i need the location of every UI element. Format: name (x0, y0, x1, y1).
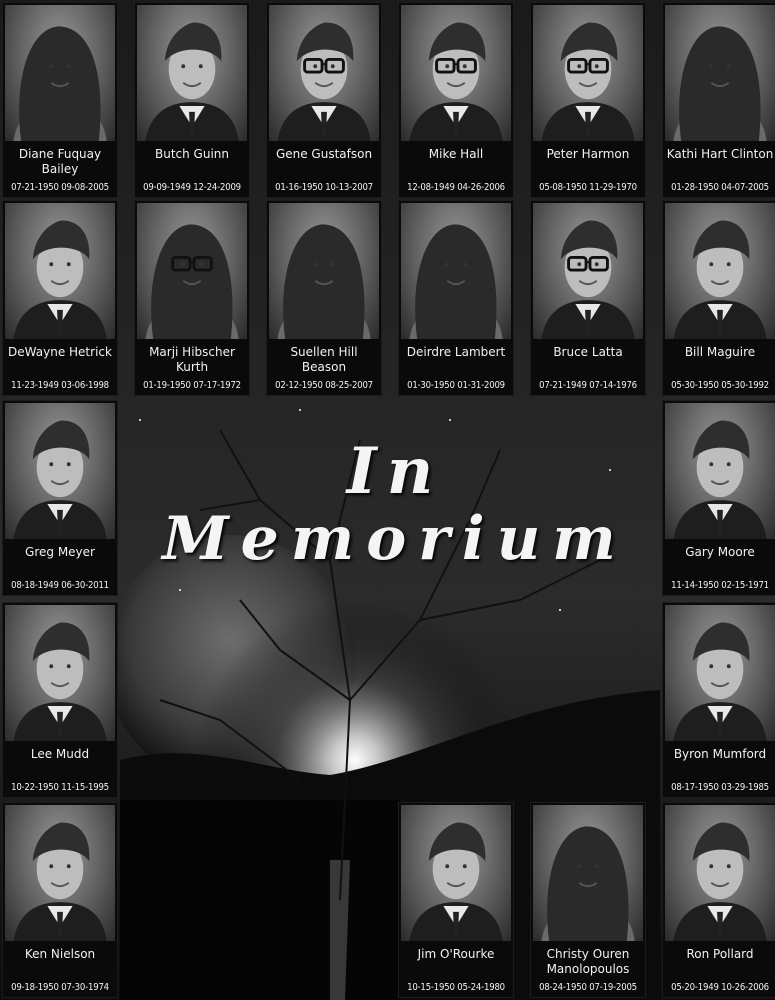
portrait-photo (665, 5, 775, 141)
memorial-card (2, 602, 118, 798)
memorial-card (398, 2, 514, 198)
life-dates: 01-28-1950 04-07-2005 (671, 182, 769, 193)
person-name: Gene Gustafson (275, 147, 373, 161)
portrait-photo (5, 5, 115, 141)
memorial-card (134, 200, 250, 396)
memorial-card (662, 2, 775, 198)
title (160, 434, 630, 574)
portrait-photo (269, 5, 379, 141)
portrait-photo (401, 5, 511, 141)
life-dates: 12-08-1949 04-26-2006 (407, 182, 505, 193)
memorial-card (266, 200, 382, 396)
memorial-card (266, 2, 382, 198)
person-name: Marji Hibscher Kurth (149, 345, 235, 374)
life-dates: 07-21-1950 09-08-2005 (11, 182, 109, 193)
life-dates: 01-30-1950 01-31-2009 (407, 380, 505, 391)
life-dates: 07-21-1949 07-14-1976 (539, 380, 637, 391)
memorial-card (2, 400, 118, 596)
portrait-photo (5, 203, 115, 339)
portrait-photo (665, 805, 775, 941)
memorial-card (2, 2, 118, 198)
memorial-card (398, 802, 514, 998)
life-dates: 05-20-1949 10-26-2006 (671, 982, 769, 993)
life-dates: 11-14-1950 02-15-1971 (671, 580, 769, 591)
life-dates: 01-16-1950 10-13-2007 (275, 182, 373, 193)
person-name: Christy Ouren Manolopoulos (546, 947, 630, 976)
life-dates: 09-09-1949 12-24-2009 (143, 182, 241, 193)
portrait-photo (137, 203, 247, 339)
person-name: Kathi Hart Clinton (666, 147, 774, 161)
portrait-photo (5, 605, 115, 741)
person-name: Deirdre Lambert (406, 345, 506, 359)
portrait-photo (5, 805, 115, 941)
person-name: Butch Guinn (154, 147, 229, 161)
memorial-card (662, 802, 775, 998)
memorial-card (398, 200, 514, 396)
portrait-photo (533, 203, 643, 339)
person-name: Peter Harmon (546, 147, 630, 161)
memorial-card (530, 802, 646, 998)
portrait-photo (533, 805, 643, 941)
life-dates: 05-30-1950 05-30-1992 (671, 380, 769, 391)
person-name: Jim O'Rourke (417, 947, 495, 961)
memorial-card (530, 2, 646, 198)
memorial-card (662, 200, 775, 396)
person-name: Ron Pollard (686, 947, 754, 961)
memorial-card (2, 200, 118, 396)
portrait-photo (137, 5, 247, 141)
life-dates: 02-12-1950 08-25-2007 (275, 380, 373, 391)
memorial-card (2, 802, 118, 998)
life-dates: 10-22-1950 11-15-1995 (11, 782, 109, 793)
person-name: Mike Hall (428, 147, 484, 161)
person-name: DeWayne Hetrick (8, 345, 112, 359)
person-name: Suellen Hill Beason (290, 345, 358, 374)
portrait-photo (269, 203, 379, 339)
person-name: Byron Mumford (673, 747, 767, 761)
memorial-card (134, 2, 250, 198)
portrait-photo (665, 605, 775, 741)
person-name: Greg Meyer (25, 545, 95, 559)
memorial-card (530, 200, 646, 396)
life-dates: 08-24-1950 07-19-2005 (539, 982, 637, 993)
person-name: Diane Fuquay Bailey (18, 147, 102, 176)
life-dates: 08-18-1949 06-30-2011 (11, 580, 109, 591)
portrait-photo (665, 403, 775, 539)
person-name: Gary Moore (685, 545, 755, 559)
portrait-photo (533, 5, 643, 141)
portrait-photo (401, 805, 511, 941)
portrait-photo (665, 203, 775, 339)
person-name: Lee Mudd (30, 747, 90, 761)
life-dates: 05-08-1950 11-29-1970 (539, 182, 637, 193)
life-dates: 01-19-1950 07-17-1972 (143, 380, 241, 391)
memorial-card (662, 602, 775, 798)
life-dates: 09-18-1950 07-30-1974 (11, 982, 109, 993)
title-line-1: In (346, 434, 444, 509)
person-name: Bruce Latta (553, 345, 623, 359)
person-name: Bill Maguire (684, 345, 756, 359)
person-name: Ken Nielson (24, 947, 96, 961)
title-line-2: Memorium (162, 504, 628, 574)
life-dates: 10-15-1950 05-24-1980 (407, 982, 505, 993)
life-dates: 08-17-1950 03-29-1985 (671, 782, 769, 793)
memorial-card (662, 400, 775, 596)
portrait-photo (5, 403, 115, 539)
life-dates: 11-23-1949 03-06-1998 (11, 380, 109, 391)
portrait-photo (401, 203, 511, 339)
